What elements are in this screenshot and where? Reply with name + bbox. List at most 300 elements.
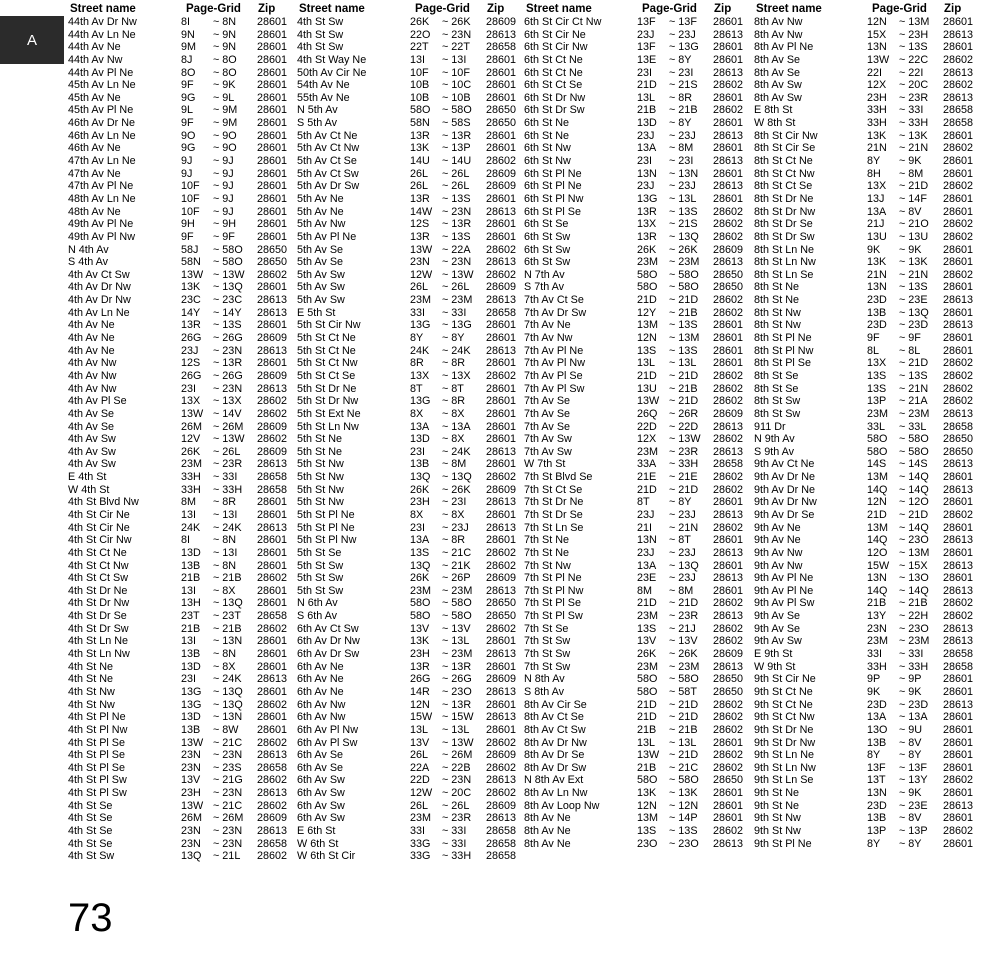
page-grid-end: ~ 33I (213, 471, 238, 484)
page-grid-end: ~ 33I (899, 104, 924, 117)
street-name: W 4th St (68, 483, 110, 496)
zip-code: 28613 (943, 622, 974, 635)
zip-code: 28601 (943, 711, 974, 724)
zip-code: 28613 (943, 635, 974, 648)
page-grid-end: ~ 58O (899, 445, 929, 458)
page-grid-start: 13R (410, 129, 430, 142)
page-grid-end: ~ 23M (899, 407, 930, 420)
zip-code: 28613 (943, 584, 974, 597)
zip-code: 28613 (713, 546, 744, 559)
zip-code: 28658 (486, 306, 517, 319)
page-grid-start: 13R (637, 205, 657, 218)
page-grid-start: 13L (410, 723, 429, 736)
page-grid-start: 26K (637, 243, 657, 256)
zip-code: 28602 (713, 723, 744, 736)
street-name: 8th Av Dr Sw (524, 761, 587, 774)
zip-code: 28650 (713, 685, 744, 698)
page-grid-start: 21D (637, 483, 657, 496)
street-name: 4th St Pl Se (68, 749, 126, 762)
page-grid-start: 14S (867, 458, 887, 471)
page-grid-start: 23H (410, 496, 430, 509)
street-name: E 8th St (754, 104, 793, 117)
page-grid-end: ~ 20C (442, 787, 472, 800)
page-grid-end: ~ 8Y (669, 53, 692, 66)
zip-code: 28601 (257, 357, 288, 370)
zip-code: 28601 (257, 660, 288, 673)
page-grid-end: ~ 21D (669, 698, 699, 711)
page-grid-start: 13A (410, 420, 430, 433)
zip-code: 28613 (943, 698, 974, 711)
zip-code: 28601 (257, 508, 288, 521)
page-grid-start: 33I (410, 306, 426, 319)
page-grid-end: ~ 13R (213, 357, 243, 370)
street-name: 7th Av Se (524, 420, 571, 433)
page-grid-start: 8O (181, 66, 196, 79)
page-grid-end: ~ 8X (442, 407, 465, 420)
section-tab: A (0, 16, 64, 64)
zip-code: 28601 (943, 787, 974, 800)
page-grid-end: ~ 58T (669, 685, 697, 698)
page-grid-end: ~ 21D (669, 749, 699, 762)
page-grid-start: 10F (181, 205, 200, 218)
street-name: 5th Av Sw (297, 281, 345, 294)
page-grid-start: 23I (181, 673, 197, 686)
page-grid-end: ~ 24K (213, 673, 242, 686)
zip-code: 28613 (486, 496, 517, 509)
street-name: 4th St Pl Sw (68, 774, 127, 787)
street-name: 45th Av Pl Ne (68, 104, 134, 117)
page-grid-end: ~ 23D (899, 319, 929, 332)
street-name: 6th St Sw (524, 256, 571, 269)
page-grid-start: 8T (410, 382, 423, 395)
street-name: 47th Av Pl Ne (68, 180, 134, 193)
page-grid-end: ~ 14F (899, 192, 927, 205)
page-grid-start: 9G (181, 142, 196, 155)
zip-code: 28602 (257, 774, 288, 787)
zip-code: 28601 (486, 129, 517, 142)
zip-code: 28650 (713, 774, 744, 787)
zip-code: 28601 (486, 534, 517, 547)
street-name: 4th St Ct Ne (68, 546, 127, 559)
street-name: 8th St Ct Nw (754, 167, 815, 180)
page-grid-end: ~ 23E (899, 294, 928, 307)
page-grid-start: 23M (867, 635, 889, 648)
page-grid-start: 58O (637, 774, 658, 787)
zip-code: 28602 (943, 180, 974, 193)
page-grid-start: 22T (410, 41, 429, 54)
zip-code: 28601 (257, 104, 288, 117)
street-name: 5th St Ne (297, 433, 343, 446)
zip-code: 28613 (486, 584, 517, 597)
page-grid-start: 13E (637, 53, 657, 66)
page-grid-start: 13Y (867, 610, 887, 623)
page-grid-end: ~ 23N (213, 749, 243, 762)
page-grid-end: ~ 23N (442, 205, 472, 218)
page-grid-start: 22D (637, 420, 657, 433)
page-grid-start: 23J (637, 28, 655, 41)
street-name: N 9th Av (754, 433, 795, 446)
page-grid-end: ~ 13A (442, 420, 471, 433)
zip-code: 28602 (943, 774, 974, 787)
page-grid-start: 23I (637, 66, 653, 79)
page-grid-end: ~ 8N (213, 16, 237, 28)
zip-code: 28602 (257, 698, 288, 711)
zip-code: 28602 (943, 357, 974, 370)
zip-code: 28601 (486, 395, 517, 408)
street-name: 5th Av Se (297, 243, 344, 256)
street-name: 8th Av Ne (524, 812, 571, 825)
zip-code: 28602 (943, 53, 974, 66)
street-name: 8th St Nw (754, 319, 801, 332)
street-name: 48th Av Ln Ne (68, 192, 136, 205)
street-name: 7th St Ln Se (524, 521, 584, 534)
street-name: 9th St Ne (754, 799, 800, 812)
page-grid-start: 9J (181, 167, 193, 180)
street-name: 4th St Dr Ne (68, 584, 128, 597)
page-grid-end: ~ 13X (213, 395, 242, 408)
street-name: 6th St Ct Ne (524, 53, 583, 66)
street-name: 6th St Nw (524, 142, 571, 155)
zip-code: 28601 (257, 218, 288, 231)
zip-code: 28602 (486, 546, 517, 559)
page-grid-end: ~ 14S (899, 458, 928, 471)
page-grid-end: ~ 8Y (899, 749, 922, 762)
zip-code: 28601 (943, 761, 974, 774)
page-grid-start: 26L (410, 180, 429, 193)
street-name: 6th Av Nw (297, 698, 346, 711)
page-grid-end: ~ 9N (213, 41, 237, 54)
zip-code: 28613 (943, 407, 974, 420)
zip-code: 28601 (486, 420, 517, 433)
page-grid-end: ~ 8M (669, 584, 694, 597)
page-grid-start: 12S (181, 357, 201, 370)
page-grid-start: 13A (637, 559, 657, 572)
street-name: S 6th Av (297, 610, 338, 623)
page-grid-end: ~ 58O (669, 673, 699, 686)
street-name: 8th St Ln Se (754, 268, 814, 281)
page-grid-end: ~ 14V (213, 407, 242, 420)
page-grid-end: ~ 13A (899, 711, 928, 724)
page-grid-end: ~ 13L (442, 635, 470, 648)
page-grid-end: ~ 21D (669, 711, 699, 724)
zip-code: 28613 (257, 306, 288, 319)
page-grid-start: 9N (181, 28, 195, 41)
zip-code: 28650 (486, 610, 517, 623)
page-grid-end: ~ 21E (669, 471, 698, 484)
page-grid-start: 13S (867, 369, 887, 382)
page-grid-end: ~ 33H (899, 117, 929, 130)
zip-code: 28601 (943, 16, 974, 28)
page-grid-end: ~ 13S (899, 41, 928, 54)
page-grid-end: ~ 21B (669, 382, 698, 395)
page-grid-start: 13X (867, 357, 887, 370)
page-grid-start: 8X (410, 508, 424, 521)
page-grid-start: 13S (637, 825, 657, 837)
street-name: 4th Av Nw (68, 369, 117, 382)
street-name: 8th St Ln Ne (754, 243, 815, 256)
street-name: 49th Av Pl Nw (68, 230, 136, 243)
header-street-name: Street name (756, 3, 822, 15)
page-grid-end: ~ 23O (899, 534, 929, 547)
page-grid-start: 26G (181, 369, 202, 382)
page-grid-end: ~ 23D (899, 698, 929, 711)
zip-code: 28601 (486, 357, 517, 370)
page-grid-end: ~ 8X (442, 508, 465, 521)
page-grid-end: ~ 9M (213, 104, 238, 117)
page-grid-start: 13N (867, 41, 887, 54)
page-grid-end: ~ 21B (213, 622, 242, 635)
page-grid-start: 13K (867, 256, 887, 269)
page-grid-end: ~ 21D (669, 294, 699, 307)
street-name: 5th St Ct Ne (297, 344, 356, 357)
zip-code: 28613 (943, 799, 974, 812)
street-name: 8th Av Se (754, 53, 801, 66)
zip-code: 28650 (943, 433, 974, 446)
page-grid-start: 33H (867, 660, 887, 673)
page-grid-start: 23D (867, 698, 887, 711)
zip-code: 28613 (486, 648, 517, 661)
street-name: 4th St Way Ne (297, 53, 367, 66)
page-grid-end: ~ 13F (899, 761, 927, 774)
page-grid-start: 23M (410, 584, 432, 597)
page-grid-end: ~ 8O (213, 53, 237, 66)
zip-code: 28602 (943, 369, 974, 382)
street-name: 5th Av Ct Ne (297, 129, 358, 142)
page-grid-end: ~ 8Y (669, 117, 692, 130)
zip-code: 28601 (486, 407, 517, 420)
street-name: 6th St Pl Nw (524, 192, 584, 205)
street-name: 5th Av Nw (297, 218, 346, 231)
zip-code: 28601 (943, 546, 974, 559)
page-grid-end: ~ 14Y (213, 306, 242, 319)
page-grid-start: 26M (181, 812, 203, 825)
zip-code: 28602 (713, 433, 744, 446)
zip-code: 28613 (257, 673, 288, 686)
page-grid-end: ~ 23N (213, 787, 243, 800)
page-grid-end: ~ 23J (442, 521, 469, 534)
zip-code: 28658 (486, 825, 517, 837)
page-grid-end: ~ 13Q (213, 698, 243, 711)
street-name: 4th Av Se (68, 407, 115, 420)
page-grid-end: ~ 23J (669, 180, 696, 193)
page-grid-start: 13B (181, 559, 201, 572)
page-grid-start: 9K (867, 685, 881, 698)
page-grid-start: 24K (410, 344, 430, 357)
page-grid-start: 21J (867, 218, 885, 231)
page-grid-start: 13V (637, 635, 657, 648)
page-grid-start: 21D (637, 294, 657, 307)
street-name: 6th St Pl Se (524, 205, 582, 218)
page-grid-end: ~ 9K (899, 243, 922, 256)
street-name: 6th Av Pl Sw (297, 736, 358, 749)
zip-code: 28613 (713, 610, 744, 623)
street-name: E 5th St (297, 306, 336, 319)
zip-code: 28601 (257, 546, 288, 559)
page-grid-end: ~ 23O (669, 837, 699, 850)
zip-code: 28609 (486, 281, 517, 294)
page-grid-start: 13D (181, 546, 201, 559)
zip-code: 28601 (713, 559, 744, 572)
page-grid-end: ~ 8N (213, 648, 237, 661)
zip-code: 28602 (486, 268, 517, 281)
page-grid-start: 13Q (410, 471, 431, 484)
page-grid-start: 13P (867, 825, 887, 837)
page-grid-start: 23D (867, 294, 887, 307)
page-grid-start: 9J (181, 155, 193, 168)
street-name: 48th Av Ne (68, 205, 121, 218)
street-name: 5th Av Sw (297, 268, 345, 281)
page-grid-start: 9F (181, 117, 194, 130)
street-name: 9th Av Pl Sw (754, 597, 815, 610)
zip-code: 28602 (713, 369, 744, 382)
zip-code: 28601 (486, 508, 517, 521)
page-grid-start: 8T (637, 496, 650, 509)
page-grid-end: ~ 23N (442, 774, 472, 787)
zip-code: 28601 (943, 192, 974, 205)
zip-code: 28602 (257, 407, 288, 420)
zip-code: 28601 (257, 711, 288, 724)
zip-code: 28658 (486, 850, 517, 863)
page-grid-start: 23T (181, 610, 200, 623)
zip-code: 28602 (486, 243, 517, 256)
street-name: 6th Av Pl Nw (297, 723, 359, 736)
zip-code: 28613 (486, 294, 517, 307)
zip-code: 28601 (713, 357, 744, 370)
street-name: 8th Av Ln Nw (524, 787, 588, 800)
page-grid-start: 58O (410, 610, 431, 623)
street-name: 8th St Ne (754, 281, 800, 294)
page-grid-start: 15W (867, 559, 890, 572)
street-name: 4th Av Ne (68, 344, 115, 357)
street-name: 4th St Dr Sw (68, 622, 129, 635)
page-grid-start: 9L (181, 104, 194, 117)
street-name: 7th Av Ne (524, 319, 571, 332)
zip-code: 28601 (257, 180, 288, 193)
zip-code: 28601 (486, 66, 517, 79)
street-name: 6th Av Nw (297, 711, 346, 724)
street-name: 5th St Nw (297, 471, 344, 484)
street-name: 9th Av Dr Ne (754, 483, 816, 496)
zip-code: 28601 (257, 319, 288, 332)
street-name: 6th St Ne (524, 117, 570, 130)
zip-code: 28613 (713, 129, 744, 142)
zip-code: 28609 (713, 648, 744, 661)
street-name: 8th St Ct Se (754, 180, 813, 193)
zip-code: 28601 (257, 205, 288, 218)
page-grid-start: 13V (410, 622, 430, 635)
street-name: 9th Av Ne (754, 521, 801, 534)
zip-code: 28602 (486, 622, 517, 635)
zip-code: 28613 (713, 66, 744, 79)
street-name: N 6th Av (297, 597, 338, 610)
street-name: 45th Av Ln Ne (68, 79, 136, 92)
page-grid-end: ~ 13P (442, 142, 471, 155)
page-grid-start: 13I (181, 508, 197, 521)
street-name: 4th Av Nw (68, 357, 117, 370)
page-grid-start: 13K (410, 635, 430, 648)
street-name: 9th Av Nw (754, 559, 803, 572)
page-grid-end: ~ 13S (899, 281, 928, 294)
page-grid-end: ~ 14U (442, 155, 472, 168)
page-grid-start: 23M (637, 660, 659, 673)
page-grid-start: 33H (181, 483, 201, 496)
page-grid-end: ~ 21N (899, 268, 929, 281)
page-grid-start: 23H (410, 648, 430, 661)
page-grid-start: 26L (410, 281, 429, 294)
page-grid-end: ~ 13S (442, 230, 471, 243)
page-grid-end: ~ 9U (899, 723, 923, 736)
page-grid-end: ~ 9J (213, 167, 234, 180)
zip-code: 28613 (486, 685, 517, 698)
zip-code: 28601 (486, 723, 517, 736)
street-name: 47th Av Ne (68, 167, 121, 180)
page-grid-start: 21D (637, 369, 657, 382)
zip-code: 28601 (713, 534, 744, 547)
page-grid-end: ~ 23R (669, 610, 699, 623)
street-name: 8th St Sw (754, 395, 801, 408)
page-grid-start: 58O (637, 685, 658, 698)
page-grid-start: 13W (410, 243, 433, 256)
page-grid-end: ~ 13N (669, 167, 699, 180)
page-grid-end: ~ 23C (213, 294, 243, 307)
page-grid-start: 24K (181, 521, 201, 534)
page-grid-start: 13G (181, 698, 202, 711)
street-name: 6th St Sw (524, 230, 571, 243)
page-grid-end: ~ 23N (442, 28, 472, 41)
street-name: E 9th St (754, 648, 793, 661)
page-grid-end: ~ 13S (213, 319, 242, 332)
page-grid-start: 21N (867, 268, 887, 281)
page-grid-start: 13W (867, 53, 890, 66)
page-grid-start: 13M (637, 812, 659, 825)
zip-code: 28601 (257, 496, 288, 509)
page-grid-start: 58O (637, 281, 658, 294)
street-name: 5th Av Ne (297, 205, 344, 218)
zip-code: 28601 (943, 496, 974, 509)
zip-code: 28602 (943, 597, 974, 610)
page-grid-start: 13M (867, 471, 889, 484)
zip-code: 28601 (943, 306, 974, 319)
page-grid-start: 8R (410, 357, 424, 370)
page-grid-start: 26K (637, 648, 657, 661)
zip-code: 28613 (713, 660, 744, 673)
page-grid-end: ~ 21D (669, 597, 699, 610)
street-name: 7th St Blvd Se (524, 471, 593, 484)
street-name: 8th St Sw (754, 407, 801, 420)
zip-code: 28602 (943, 230, 974, 243)
page-grid-end: ~ 13V (669, 635, 698, 648)
zip-code: 28602 (257, 622, 288, 635)
page-grid-start: 13B (410, 458, 430, 471)
page-grid-start: 8L (867, 344, 880, 357)
zip-code: 28650 (486, 597, 517, 610)
page-grid-start: 23J (637, 180, 655, 193)
street-name: 4th St Ne (68, 673, 114, 686)
street-name: 9th St Ln Ne (754, 749, 815, 762)
page-grid-start: 13B (867, 812, 887, 825)
page-grid-start: 12N (867, 16, 887, 28)
page-number: 73 (68, 896, 113, 940)
zip-code: 28613 (713, 28, 744, 41)
zip-code: 28601 (257, 584, 288, 597)
page-grid-start: 13J (867, 192, 885, 205)
zip-code: 28602 (486, 559, 517, 572)
page-grid-end: ~ 26M (442, 749, 473, 762)
page-grid-start: 12W (410, 268, 433, 281)
page-grid-start: 13K (181, 281, 201, 294)
street-name: E 4th St (68, 471, 107, 484)
street-name: 4th St Ct Nw (68, 559, 129, 572)
